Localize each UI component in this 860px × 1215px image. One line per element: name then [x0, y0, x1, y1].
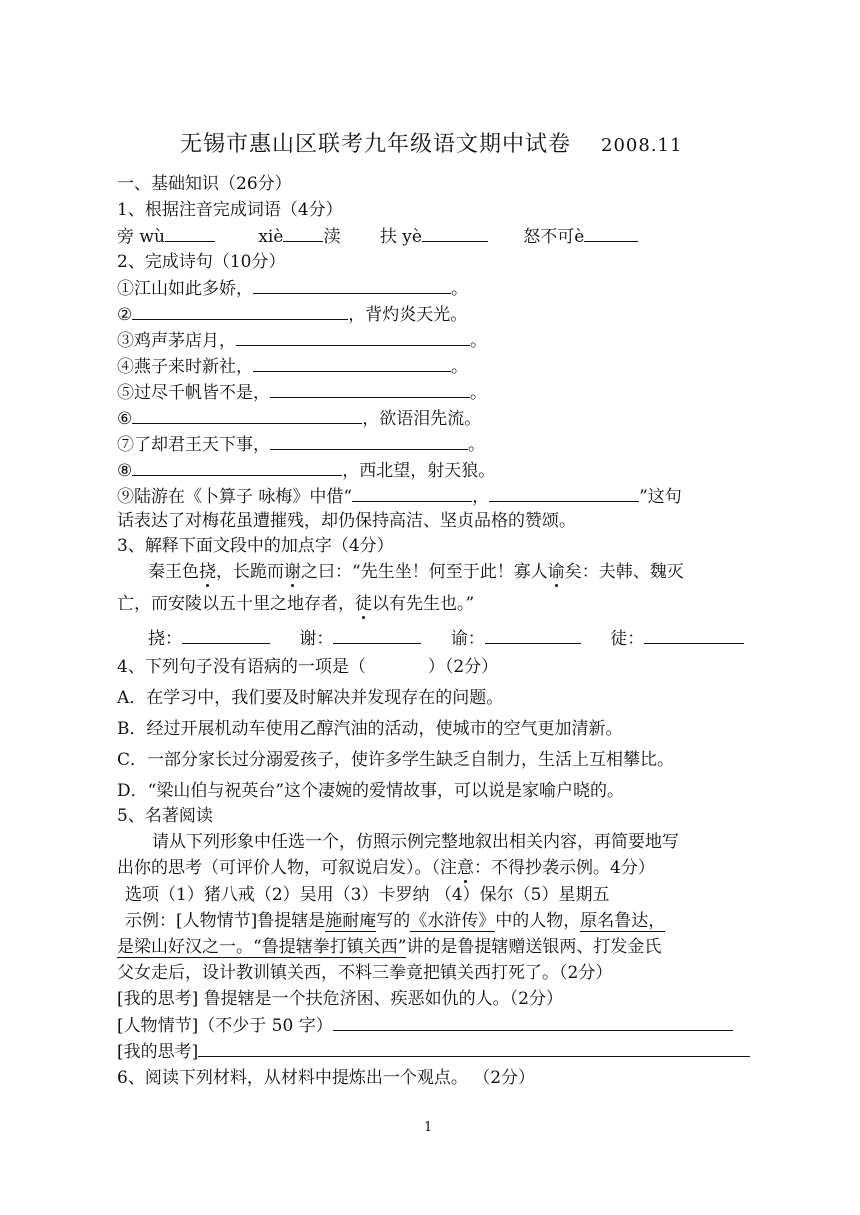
passage-text: 秦王色	[148, 562, 199, 582]
dotted-char: 徒	[355, 594, 372, 614]
poem-line-3	[117, 329, 487, 352]
q3-passage-line-2	[117, 593, 474, 615]
answer-blank[interactable]	[489, 485, 639, 502]
dotted-char: 谢	[284, 562, 301, 582]
poem-text: ，背灼炎天光。	[348, 305, 468, 325]
passage-text: 之曰：“先生坐！何至于此！寡人	[301, 562, 548, 582]
answer-label: [我的思考]	[117, 1042, 199, 1062]
answer-label: 徒：	[610, 629, 645, 649]
q1-item-4: 怒不可è	[523, 227, 585, 247]
answer-blank[interactable]	[132, 407, 362, 424]
passage-text: ，长跪而	[216, 562, 284, 582]
poem-text: ③鸡声茅店月，	[117, 331, 236, 351]
q1-item-2-suffix: 渎	[323, 227, 341, 247]
answer-blank[interactable]	[253, 277, 451, 294]
poem-line-6	[117, 407, 481, 430]
poem-text: ⑤过尽千帆皆不是，	[117, 383, 270, 403]
q4-option-c[interactable]: C．一部分家长过分溺爱孩子，使许多学生缺乏自制力，生活上互相攀比。	[117, 750, 675, 770]
q5-options: 选项（1）猪八戒（2）吴用（3）卡罗纳 （4）保尔（5）星期五	[125, 885, 610, 905]
q6-heading: 6、阅读下列材料，从材料中提炼出一个观点。 （2分）	[117, 1068, 536, 1088]
answer-blank[interactable]	[352, 485, 472, 502]
poem-text: ”这句	[639, 487, 682, 507]
passage-text: 以有先生也。”	[372, 594, 475, 614]
passage-text: 矣：夫韩、魏灭	[564, 562, 684, 582]
title-text: 无锡市惠山区联考九年级语文期中试卷	[180, 132, 572, 157]
q5-example-thought: [我的思考] 鲁提辖是一个扶危济困、疾恶如仇的人。（2分）	[117, 989, 563, 1009]
answer-label: 谕：	[450, 629, 485, 649]
poem-text: ②	[117, 305, 133, 325]
q5-thought-answer	[117, 1040, 750, 1063]
answer-blank[interactable]	[182, 627, 270, 644]
answer-label: 挠：	[148, 629, 182, 649]
poem-punct: 。	[470, 331, 487, 351]
poem-text: ①江山如此多娇，	[117, 279, 253, 299]
poem-line-2	[117, 303, 467, 326]
q3-passage-line-1	[148, 561, 684, 583]
example-text: 示例：[人物情节]鲁提辖是	[125, 911, 326, 931]
poem-line-4	[117, 355, 468, 378]
q3-answers	[148, 627, 744, 650]
answer-blank[interactable]	[333, 1014, 733, 1031]
example-text: 讲的是鲁提辖赠送银两、打发金氏	[406, 937, 662, 957]
answer-blank[interactable]	[485, 627, 581, 644]
poem-text: ，欲语泪先流。	[362, 409, 482, 429]
q1-item-3: 扶 yè	[379, 227, 422, 247]
page-number: 1	[424, 1120, 433, 1135]
q5-example-3: 父女走后，设计教训镇关西，不料三拳竟把镇关西打死了。（2分）	[117, 963, 613, 983]
poem-text: ⑦了却君王天下事，	[117, 435, 270, 455]
poem-text: ⑥	[117, 409, 133, 429]
dotted-char: 意	[457, 858, 474, 878]
answer-blank[interactable]	[270, 381, 470, 398]
q2-heading: 2、完成诗句（10分）	[117, 252, 286, 272]
example-text: 中的人物，	[495, 911, 581, 931]
q5-instruction-1: 请从下列形象中任选一个，仿照示例完整地叙出相关内容，再简要地写	[152, 832, 679, 852]
q1-item-1: 旁 wù	[117, 227, 165, 247]
poem-line-1	[117, 277, 468, 300]
example-underlined: 是梁山好汉之一。“鲁提辖拳打镇关西”	[117, 937, 407, 957]
poem-line-5	[117, 381, 487, 404]
dotted-char: 挠	[199, 562, 216, 582]
example-underlined: 原名鲁达，	[580, 911, 666, 931]
q5-plot-answer	[117, 1014, 733, 1037]
answer-label: [人物情节]（不少于 50 字）	[117, 1016, 333, 1036]
q5-heading: 5、名著阅读	[117, 806, 213, 826]
answer-blank[interactable]	[584, 225, 638, 242]
q4-option-b[interactable]: B．经过开展机动车使用乙醇汽油的活动，使城市的空气更加清新。	[117, 719, 623, 739]
poem-line-9-cont: 话表达了对梅花虽遭摧残，却仍保持高洁、坚贞品格的赞颂。	[117, 511, 576, 531]
q4-option-a[interactable]: A．在学习中，我们要及时解决并发现存在的问题。	[117, 688, 504, 708]
q5-instruction-2	[117, 857, 655, 879]
dotted-char: 谕	[547, 562, 565, 582]
poem-punct: 。	[468, 435, 485, 455]
poem-text: ⑧	[117, 461, 133, 481]
answer-blank[interactable]	[236, 329, 470, 346]
q1-heading: 1、根据注音完成词语（4分）	[117, 200, 343, 220]
page-title	[180, 134, 682, 157]
poem-line-8	[117, 459, 495, 482]
poem-line-7	[117, 433, 485, 456]
q4-heading	[117, 656, 498, 678]
answer-blank[interactable]	[132, 459, 342, 476]
poem-punct: 。	[451, 279, 468, 299]
passage-text: 亡，而安陵以五十里之地存者，	[117, 594, 355, 614]
answer-blank[interactable]	[283, 225, 323, 242]
poem-line-9	[117, 485, 682, 508]
poem-text: ⑨陆游在《卜算子 咏梅》中借“	[117, 487, 353, 507]
answer-blank[interactable]	[165, 225, 215, 242]
example-text: 写的	[376, 911, 411, 931]
q5-example-2	[117, 936, 661, 958]
section-heading: 一、基础知识（26分）	[117, 174, 292, 194]
answer-blank[interactable]	[198, 1040, 750, 1057]
answer-label: 谢：	[299, 629, 334, 649]
poem-punct: ，	[472, 487, 490, 507]
poem-text: ，西北望，射天狼。	[342, 461, 496, 481]
instruction-text: 出你的思考（可评价人物，可叙说启发）。（注	[117, 858, 457, 878]
answer-blank[interactable]	[132, 303, 348, 320]
q1-item-2: xiè	[258, 227, 284, 247]
answer-blank[interactable]	[270, 433, 468, 450]
example-underlined: 《水浒传》	[410, 911, 496, 931]
answer-blank[interactable]	[253, 355, 451, 372]
q4-option-d[interactable]: D．“梁山伯与祝英台”这个凄婉的爱情故事，可以说是家喻户晓的。	[117, 781, 625, 801]
q3-heading: 3、解释下面文段中的加点字（4分）	[117, 536, 394, 556]
q5-example-1	[125, 910, 665, 932]
answer-blank[interactable]	[644, 627, 744, 644]
question-text: 4、下列句子没有语病的一项是（	[117, 657, 366, 677]
question-text: ）（2分）	[427, 657, 499, 677]
poem-text: ④燕子来时新社，	[117, 357, 253, 377]
answer-blank[interactable]	[422, 225, 488, 242]
example-underlined: 施耐庵	[325, 911, 377, 931]
poem-punct: 。	[451, 357, 468, 377]
instruction-text: ：不得抄袭示例。4分）	[474, 858, 655, 878]
exam-date: 2008.11	[601, 135, 683, 156]
answer-blank[interactable]	[333, 627, 421, 644]
q1-items	[117, 225, 638, 248]
poem-punct: 。	[470, 383, 487, 403]
